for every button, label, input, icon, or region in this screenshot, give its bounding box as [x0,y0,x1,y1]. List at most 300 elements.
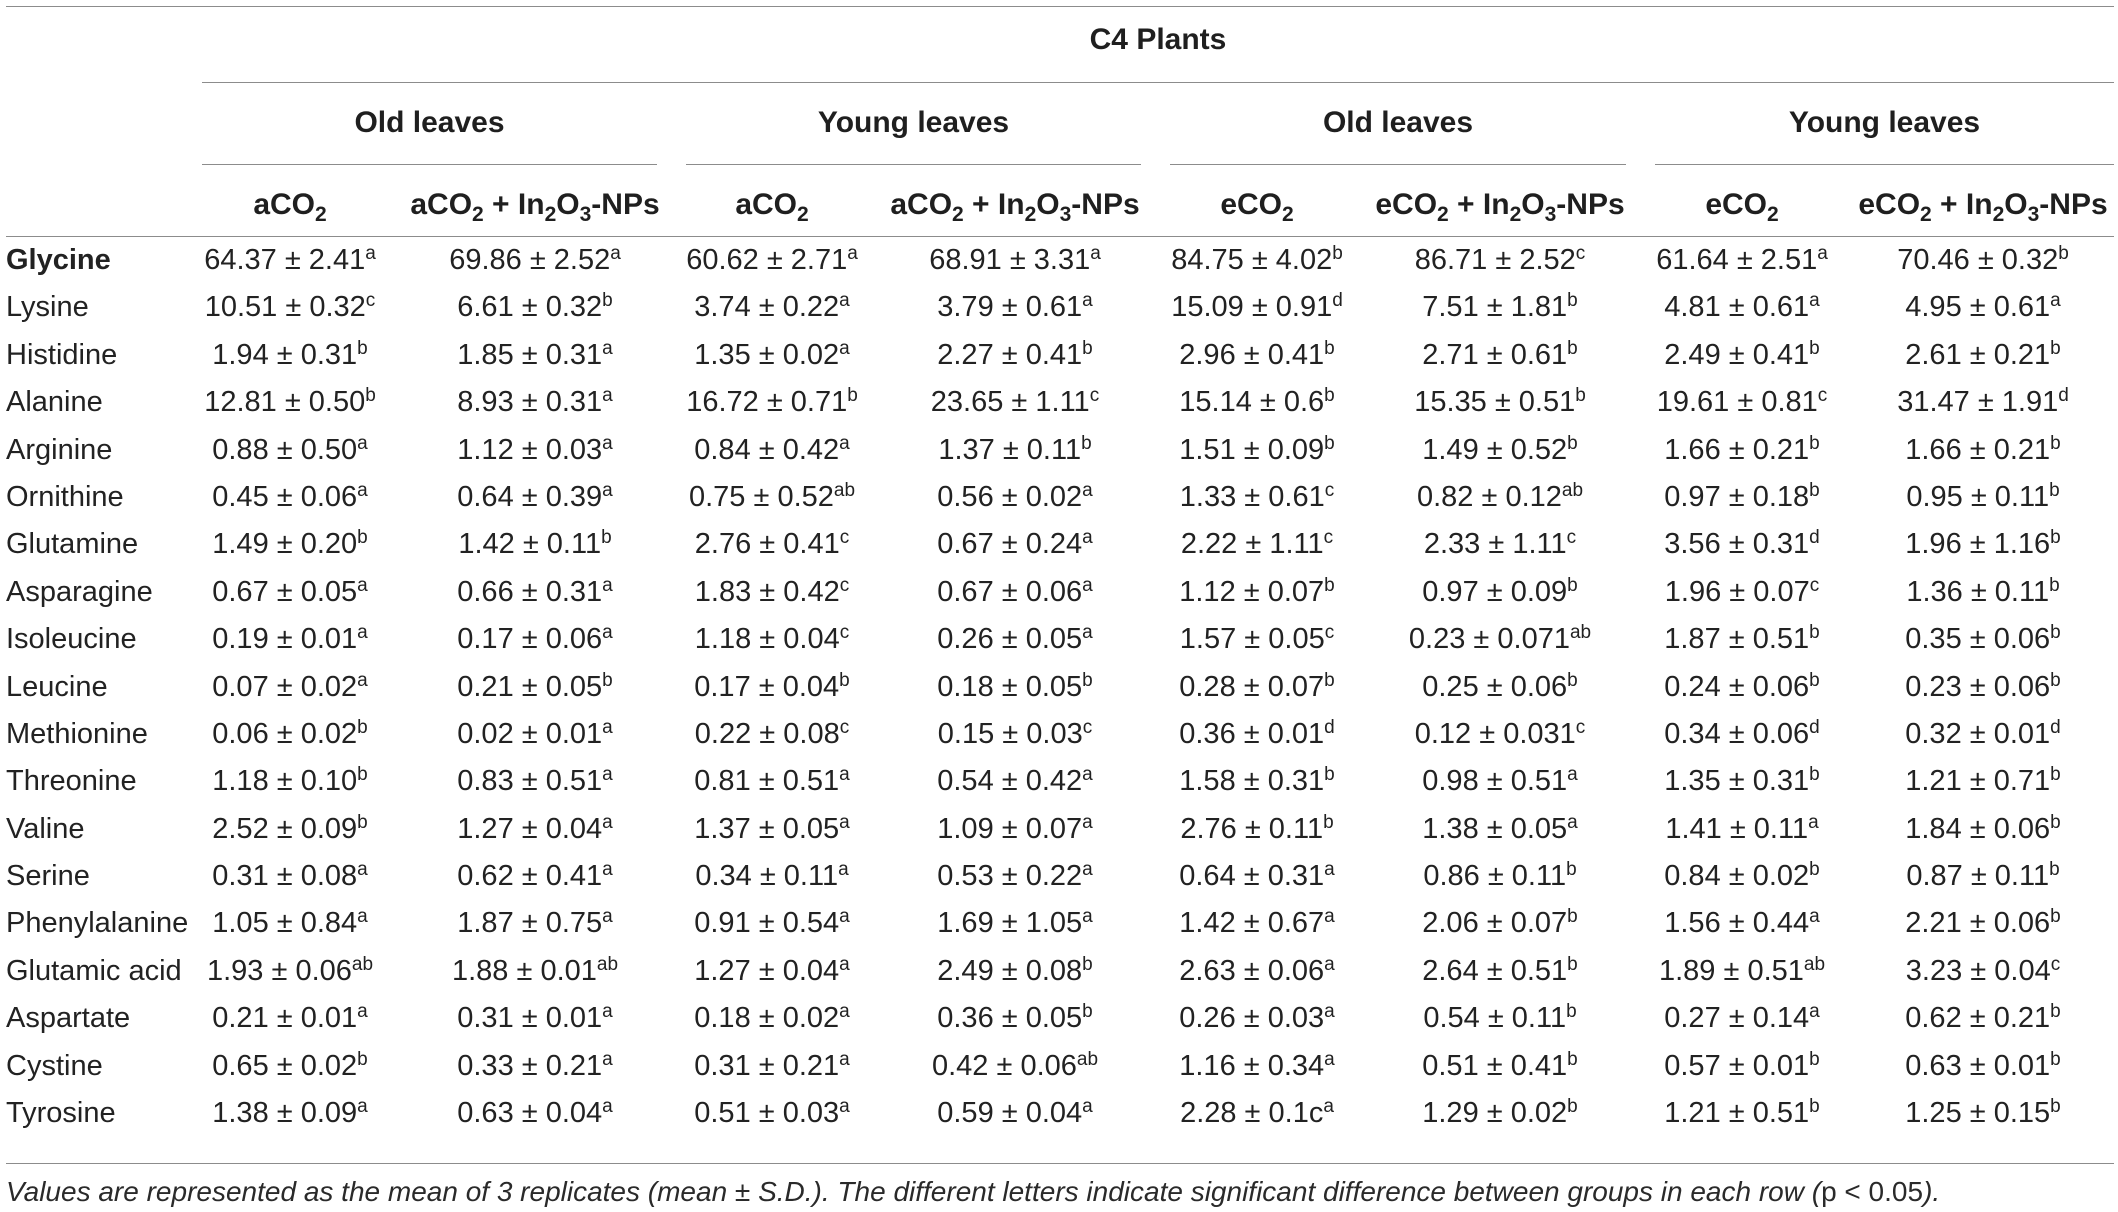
cell-value: 61.64 ± 2.51 [1656,244,1818,276]
cell-value: 0.26 ± 0.05 [937,623,1083,656]
significance-letter: b [1809,1048,1820,1070]
row-label: Serine [6,860,90,893]
significance-letter: c [839,716,850,738]
significance-letter: b [602,669,613,691]
table-cell [1622,616,1862,663]
significance-letter: b [2050,432,2061,454]
table-cell [1380,284,1620,331]
group-header: Young leaves [817,106,1010,139]
significance-letter: a [839,432,850,454]
table-bottom-rule [6,1163,2114,1164]
table-cell [1380,853,1620,900]
cell-value: 0.97 ± 0.18 [1664,480,1810,513]
significance-letter: a [1324,953,1335,975]
column-header: $aCO_2 + In_2O_3$-NPs [890,188,1140,226]
group-header-rule [1170,164,1626,165]
significance-letter: a [602,385,613,407]
significance-letter: c [1575,716,1586,738]
significance-letter: a [839,811,850,833]
significance-letter: a [602,1096,613,1118]
table-cell [652,569,892,616]
significance-letter: a [602,811,613,833]
table-footnote [6,1172,1940,1212]
table-cell [1622,664,1862,711]
table-cell [652,900,892,947]
table-cell [895,948,1135,995]
column-header: aCO$_2$ [253,188,327,226]
significance-letter: a [2050,290,2061,312]
cell-value: 1.66 ± 0.21 [1905,433,2051,466]
table-cell [415,237,655,284]
cell-value: 1.36 ± 0.11 [1906,575,2050,608]
table-cell [1863,521,2103,568]
significance-letter: d [2050,716,2061,738]
table-row [0,806,2118,853]
significance-letter: b [2049,859,2060,881]
footnote-end: ). [1923,1176,1941,1207]
cell-value: 0.21 ± 0.01 [212,1002,358,1035]
cell-value: 0.65 ± 0.02 [212,1049,358,1082]
cell-value: 0.34 ± 0.11 [695,860,839,893]
significance-letter: a [839,1048,850,1070]
cell-value: 0.36 ± 0.01 [1179,717,1325,750]
cell-value: 1.88 ± 0.01 [451,954,597,987]
row-label: Histidine [6,338,118,371]
significance-letter: b [1566,859,1577,881]
significance-letter: b [1567,906,1578,928]
cell-value: 1.21 ± 0.51 [1664,1097,1810,1130]
top-header-rule [202,82,2114,83]
cell-value: 0.23 ± 0.071 [1408,623,1570,656]
cell-value: 0.63 ± 0.01 [1905,1049,2051,1082]
significance-letter: c [2050,953,2061,975]
cell-value: 0.54 ± 0.11 [1423,1002,1567,1035]
table-cell [895,569,1135,616]
cell-value: 2.71 ± 0.61 [1422,338,1568,371]
cell-value: 12.81 ± 0.50 [204,386,366,419]
cell-value: 1.96 ± 1.16 [1905,528,2051,561]
cell-value: 0.21 ± 0.05 [457,670,603,703]
table-cell [415,853,655,900]
significance-letter: b [847,385,858,407]
table-cell [1863,616,2103,663]
significance-letter: d [1332,290,1343,312]
table-cell [1137,616,1377,663]
cell-value: 0.25 ± 0.06 [1422,670,1568,703]
group-header: Young leaves [1788,106,1981,139]
table-cell [1622,711,1862,758]
table-cell [415,1090,655,1137]
significance-letter: a [1082,906,1093,928]
table-cell [1863,664,2103,711]
significance-letter: a [839,764,850,786]
significance-letter: a [1324,906,1335,928]
row-label: Lysine [6,291,89,324]
table-cell [895,474,1135,521]
significance-letter: ab [1803,953,1826,975]
table-cell [415,379,655,426]
cell-value: 0.62 ± 0.21 [1905,1002,2051,1035]
significance-letter: a [839,290,850,312]
table-cell [1380,806,1620,853]
cell-value: 1.87 ± 0.51 [1664,623,1810,656]
significance-letter: b [2050,811,2061,833]
table-cell [895,758,1135,805]
significance-letter: a [1324,859,1335,881]
cell-value: 0.75 ± 0.52 [688,480,834,513]
cell-value: 15.09 ± 0.91 [1171,291,1333,324]
cell-value: 1.05 ± 0.84 [212,907,358,940]
cell-value: 15.35 ± 0.51 [1414,386,1576,419]
table-row [0,1090,2118,1137]
table-cell [170,1043,410,1090]
significance-letter: a [602,906,613,928]
table-cell [652,427,892,474]
significance-letter: b [1809,337,1820,359]
table-cell [1137,284,1377,331]
table-cell [1622,474,1862,521]
cell-value: 0.17 ± 0.06 [457,623,603,656]
significance-letter: a [357,906,368,928]
significance-letter: b [357,527,368,549]
column-header: eCO$_2$ [1220,188,1294,226]
significance-letter: b [1082,337,1093,359]
cell-value: 2.76 ± 0.11 [1180,812,1324,845]
cell-value: 0.59 ± 0.04 [937,1097,1083,1130]
cell-value: 3.56 ± 0.31 [1664,528,1810,561]
significance-letter: a [357,479,368,501]
table-cell [1380,948,1620,995]
significance-letter: c [1324,479,1335,501]
cell-value: 1.57 ± 0.05 [1179,623,1325,656]
significance-letter: a [839,906,850,928]
table-cell [1863,1043,2103,1090]
significance-letter: b [2058,243,2069,264]
cell-value: 0.18 ± 0.02 [694,1002,840,1035]
table-cell [895,664,1135,711]
significance-letter: a [357,622,368,644]
table-cell [170,616,410,663]
cell-value: 1.93 ± 0.06 [206,954,352,987]
table-cell [1863,711,2103,758]
table-cell [415,806,655,853]
table-cell [1380,427,1620,474]
table-row [0,427,2118,474]
cell-value: 84.75 ± 4.02 [1171,244,1333,276]
row-label: Valine [6,812,85,845]
cell-value: 0.32 ± 0.01 [1905,717,2051,750]
cell-value: 0.19 ± 0.01 [212,623,358,656]
table-row [0,379,2118,426]
table-cell [1622,995,1862,1042]
significance-letter: b [1809,669,1820,691]
row-label: Glycine [6,244,111,276]
cell-value: 19.61 ± 0.81 [1656,386,1818,419]
table-row [0,284,2118,331]
top-header: C4 Plants [1089,23,1227,56]
cell-value: 0.31 ± 0.01 [457,1002,603,1035]
table-row [0,237,2118,284]
table-cell [652,474,892,521]
significance-letter: a [602,764,613,786]
table-cell [170,806,410,853]
cell-value: 60.62 ± 2.71 [686,244,848,276]
significance-letter: b [1567,1096,1578,1118]
table-cell [415,521,655,568]
cell-value: 1.66 ± 0.21 [1664,433,1810,466]
table-row [0,711,2118,758]
significance-letter: a [1809,906,1820,928]
cell-value: 64.37 ± 2.41 [204,244,366,276]
table-cell [415,427,655,474]
significance-letter: b [1567,432,1578,454]
cell-value: 1.38 ± 0.09 [212,1097,358,1130]
table-row [0,664,2118,711]
table-cell [652,806,892,853]
cell-value: 0.51 ± 0.03 [694,1097,840,1130]
significance-letter: b [1566,1001,1577,1023]
table-cell [1863,332,2103,379]
table-cell [652,332,892,379]
cell-value: 0.17 ± 0.04 [694,670,840,703]
cell-value: 0.31 ± 0.08 [212,860,358,893]
cell-value: 1.51 ± 0.09 [1179,433,1325,466]
cell-value: 2.21 ± 0.06 [1905,907,2051,940]
significance-letter: b [2050,764,2061,786]
table-cell [1622,332,1862,379]
cell-value: 2.27 ± 0.41 [937,338,1083,371]
table-cell [895,1043,1135,1090]
significance-letter: b [2050,527,2061,549]
cell-value: 2.76 ± 0.41 [694,528,840,561]
cell-value: 1.85 ± 0.31 [457,338,603,371]
significance-letter: a [1082,764,1093,786]
table-cell [895,332,1135,379]
cell-value: 1.12 ± 0.07 [1179,575,1325,608]
table-cell [170,284,410,331]
significance-letter: c [1089,385,1100,407]
significance-letter: b [2049,479,2060,501]
table-cell [1380,616,1620,663]
table-cell [1380,711,1620,758]
significance-letter: b [2050,337,2061,359]
table-cell [895,616,1135,663]
significance-letter: a [602,859,613,881]
significance-letter: c [1575,243,1586,264]
cell-value: 0.88 ± 0.50 [212,433,358,466]
cell-value: 2.49 ± 0.41 [1664,338,1810,371]
table-cell [170,853,410,900]
table-row [0,995,2118,1042]
column-header: $aCO_2 + In_2O_3$-NPs [410,188,660,226]
table-cell [1137,806,1377,853]
significance-letter: a [1082,574,1093,596]
table-cell [1622,237,1862,284]
cell-value: 2.64 ± 0.51 [1422,954,1568,987]
significance-letter: b [1809,479,1820,501]
cell-value: 0.51 ± 0.41 [1422,1049,1568,1082]
cell-value: 1.12 ± 0.03 [457,433,603,466]
row-label: Ornithine [6,480,124,513]
cell-value: 0.54 ± 0.42 [937,765,1083,798]
cell-value: 1.87 ± 0.75 [457,907,603,940]
significance-letter: a [1082,290,1093,312]
footnote-p-value: p < 0.05 [1821,1176,1924,1207]
row-label: Leucine [6,670,108,703]
cell-value: 0.07 ± 0.02 [212,670,358,703]
table-top-rule [6,6,2114,7]
footnote-text: Values are represented as the mean of 3 replicates (mean ± S.D.). The different letters indicate significant difference between groups in each row ( [6,1176,1822,1207]
table-cell [652,379,892,426]
table-cell [170,427,410,474]
row-label: Glutamic acid [6,954,182,987]
table-cell [415,569,655,616]
cell-value: 1.42 ± 0.67 [1179,907,1325,940]
cell-value: 2.33 ± 1.11 [1423,528,1567,561]
table-cell [1622,758,1862,805]
significance-letter: b [839,669,850,691]
significance-letter: c [1817,385,1828,407]
significance-letter: a [1567,764,1578,786]
cell-value: 0.33 ± 0.21 [457,1049,603,1082]
cell-value: 0.53 ± 0.22 [937,860,1083,893]
cell-value: 1.35 ± 0.02 [694,338,840,371]
table-cell [652,664,892,711]
cell-value: 2.28 ± 0.1c [1180,1097,1324,1130]
table-cell [1863,284,2103,331]
cell-value: 0.63 ± 0.04 [457,1097,603,1130]
table-row [0,474,2118,521]
cell-value: 0.87 ± 0.11 [1906,860,2050,893]
table-cell [1137,474,1377,521]
significance-letter: ab [833,479,856,501]
significance-letter: c [1809,574,1820,596]
cell-value: 0.27 ± 0.14 [1664,1002,1810,1035]
table-cell [1622,427,1862,474]
table-cell [1622,379,1862,426]
table-cell [652,521,892,568]
significance-letter: a [1082,811,1093,833]
cell-value: 2.52 ± 0.09 [212,812,358,845]
significance-letter: b [2050,622,2061,644]
row-label: Threonine [6,765,137,798]
table-cell [895,995,1135,1042]
cell-value: 0.22 ± 0.08 [694,717,840,750]
table-row [0,948,2118,995]
group-header: Old leaves [1322,106,1474,139]
cell-value: 2.96 ± 0.41 [1179,338,1325,371]
table-cell [895,427,1135,474]
significance-letter: a [1324,1001,1335,1023]
table-cell [1380,995,1620,1042]
significance-letter: a [357,1096,368,1118]
cell-value: 8.93 ± 0.31 [457,386,603,419]
cell-value: 1.94 ± 0.31 [212,338,358,371]
table-cell [652,616,892,663]
significance-letter: b [602,290,613,312]
table-cell [1863,237,2103,284]
cell-value: 1.37 ± 0.05 [694,812,840,845]
row-label: Glutamine [6,528,139,561]
significance-letter: a [602,1001,613,1023]
table-cell [1863,569,2103,616]
table-cell [1137,1090,1377,1137]
cell-value: 0.18 ± 0.05 [937,670,1083,703]
table-cell [1137,379,1377,426]
cell-value: 0.67 ± 0.05 [212,575,358,608]
row-label: Methionine [6,717,148,750]
significance-letter: a [1082,622,1093,644]
table-cell [415,948,655,995]
table-cell [415,711,655,758]
cell-value: 86.71 ± 2.52 [1414,244,1576,276]
table-cell [1380,237,1620,284]
table-row [0,569,2118,616]
table-cell [1137,758,1377,805]
significance-letter: a [357,859,368,881]
cell-value: 1.56 ± 0.44 [1664,907,1810,940]
significance-letter: b [601,527,612,549]
table-row [0,758,2118,805]
cell-value: 10.51 ± 0.32 [204,291,366,324]
table-cell [170,995,410,1042]
significance-letter: b [1575,385,1586,407]
table-body [0,237,2118,1137]
row-label: Phenylalanine [6,907,189,940]
significance-letter: b [2050,669,2061,691]
table-cell [1622,806,1862,853]
significance-letter: b [1809,764,1820,786]
cell-value: 68.91 ± 3.31 [929,244,1091,276]
cell-value: 1.29 ± 0.02 [1422,1097,1568,1130]
table-cell [1137,900,1377,947]
table-cell [1622,569,1862,616]
significance-letter: a [602,716,613,738]
table-cell [170,237,410,284]
table-cell [415,995,655,1042]
table-row [0,1043,2118,1090]
table-cell [895,711,1135,758]
cell-value: 1.25 ± 0.15 [1905,1097,2051,1130]
cell-value: 1.27 ± 0.04 [694,954,840,987]
cell-value: 0.15 ± 0.03 [937,717,1083,750]
table-cell [170,664,410,711]
significance-letter: d [2058,385,2069,407]
cell-value: 0.31 ± 0.21 [694,1049,840,1082]
cell-value: 2.61 ± 0.21 [1905,338,2051,371]
significance-letter: d [1324,716,1335,738]
cell-value: 0.84 ± 0.02 [1664,860,1810,893]
significance-letter: ab [351,953,374,975]
cell-value: 0.86 ± 0.11 [1423,860,1567,893]
cell-value: 0.45 ± 0.06 [212,480,358,513]
cell-value: 1.27 ± 0.04 [457,812,603,845]
table-cell [170,711,410,758]
cell-value: 0.83 ± 0.51 [457,765,603,798]
table-cell [1137,664,1377,711]
table-cell [415,664,655,711]
significance-letter: a [602,432,613,454]
significance-letter: a [357,574,368,596]
cell-value: 4.95 ± 0.61 [1905,291,2051,324]
significance-letter: a [357,669,368,691]
significance-letter: d [1809,716,1820,738]
table-cell [1380,521,1620,568]
cell-value: 2.06 ± 0.07 [1422,907,1568,940]
significance-letter: b [1081,432,1092,454]
table-cell [1863,948,2103,995]
cell-value: 0.66 ± 0.31 [457,575,603,608]
